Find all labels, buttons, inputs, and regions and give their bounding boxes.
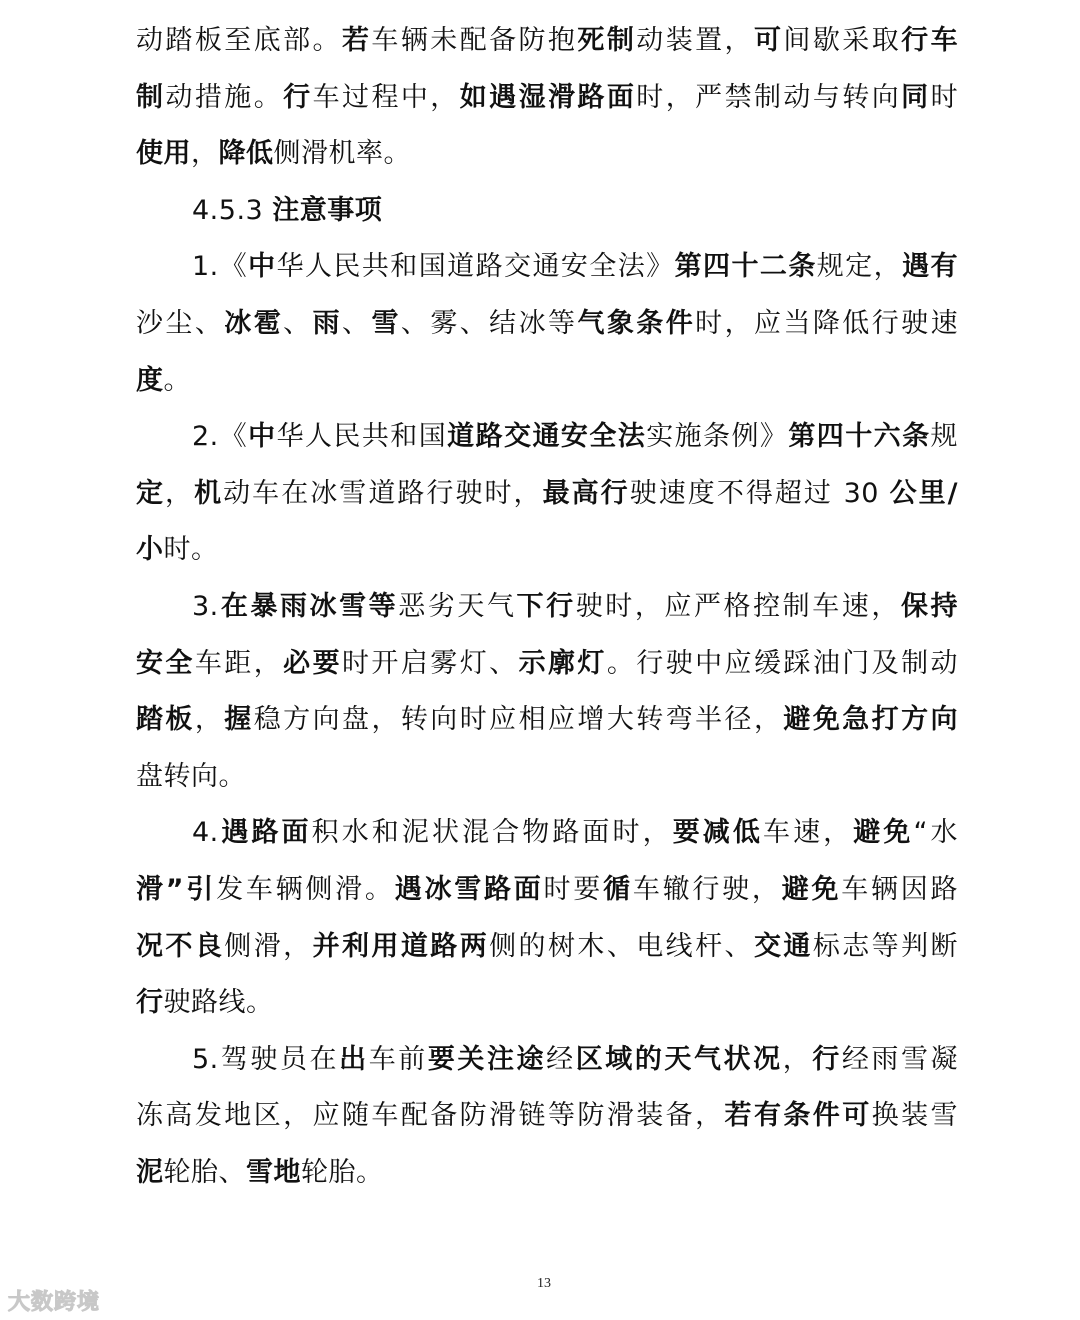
text-segment: 。 — [163, 364, 191, 396]
text-segment: 动装置， — [636, 25, 754, 56]
text-segment: 时，严禁制动与转向 — [636, 81, 902, 113]
watermark-logo — [8, 1285, 100, 1316]
bold-text-segment: 避免急打方向 — [783, 704, 959, 736]
text-segment: 车前 — [368, 1043, 428, 1075]
text-segment: 稳方向盘，转向时应相应增大转弯半径， — [253, 704, 784, 736]
bold-text-segment: 行 — [283, 81, 313, 113]
text-line — [136, 924, 958, 981]
text-line — [136, 527, 958, 584]
bold-text-segment: 况不良 — [136, 930, 225, 962]
bold-text-segment: 气象条件 — [577, 307, 696, 339]
bold-text-segment: 雪地 — [246, 1156, 301, 1188]
page-number: 13 — [537, 1276, 551, 1291]
bold-text-segment: 泥 — [136, 1156, 164, 1188]
text-line — [136, 1037, 958, 1094]
text-segment: 发车辆侧滑。 — [216, 873, 395, 905]
text-segment: 侧的树木、电线杆、 — [489, 930, 754, 962]
bold-text-segment: 第四十六条 — [788, 421, 931, 453]
bold-text-segment: 使用 — [136, 138, 191, 170]
text-segment: 标志等判断 — [812, 930, 959, 962]
text-segment: 车速， — [762, 817, 854, 849]
bold-text-segment: 遇冰雪路面 — [394, 873, 544, 905]
text-segment: ， — [191, 138, 219, 170]
text-segment: 侧滑， — [224, 930, 313, 962]
text-segment: 。行驶中应缓踩油门及制动 — [606, 647, 959, 679]
bold-text-segment: 度 — [136, 364, 164, 396]
text-segment: 冻高发地区，应随车配备防滑链等防滑装备， — [136, 1100, 725, 1132]
text-segment: 经 — [546, 1043, 576, 1075]
bold-text-segment: 小 — [136, 534, 164, 566]
bold-text-segment: 下行 — [516, 590, 576, 622]
text-segment: 实施条例》 — [646, 421, 789, 453]
bold-text-segment: 死制 — [577, 25, 637, 56]
text-segment: 时。 — [163, 534, 219, 566]
bold-text-segment: 同 — [901, 81, 931, 113]
text-segment: 规 — [930, 421, 959, 453]
text-line — [136, 641, 958, 698]
text-segment: 经雨雪凝 — [841, 1043, 959, 1075]
bold-text-segment: 定 — [136, 477, 166, 509]
text-segment: 轮胎、 — [163, 1156, 246, 1188]
text-segment: 时开启雾灯、 — [342, 647, 519, 679]
text-line — [136, 867, 958, 924]
bold-text-segment: 遇有 — [902, 251, 959, 283]
text-line — [136, 75, 958, 132]
bold-text-segment: 行 — [812, 1043, 842, 1075]
text-segment: 轮胎。 — [301, 1156, 384, 1188]
bold-text-segment: 避免 — [853, 817, 914, 849]
text-line — [136, 188, 958, 245]
text-line — [136, 810, 958, 867]
bold-text-segment: 区域的天气状况 — [575, 1043, 783, 1075]
text-line — [136, 1093, 958, 1150]
bold-text-segment: 注意事项 — [272, 194, 383, 226]
bold-text-segment: 并利用道路两 — [312, 930, 490, 962]
text-segment: 车距， — [194, 647, 284, 679]
text-segment: 4.5.3 — [192, 194, 273, 226]
bold-text-segment: 在暴雨冰雪等 — [218, 590, 399, 622]
bold-text-segment: 要减低 — [672, 817, 763, 849]
text-segment: 时，应当降低行驶速 — [695, 307, 959, 339]
text-segment: 动措施。 — [165, 81, 284, 113]
bold-text-segment: 握 — [224, 704, 254, 736]
bold-text-segment: 要关注途 — [427, 1043, 547, 1075]
text-segment: 车辆未配备防抱 — [371, 25, 578, 56]
text-segment: 时 — [930, 81, 959, 113]
text-segment: ， — [194, 704, 225, 736]
text-line — [136, 1150, 958, 1207]
text-line — [136, 471, 958, 528]
text-segment: ， — [782, 1043, 813, 1075]
bold-text-segment: 第四十二条 — [674, 251, 817, 283]
text-segment: 车过程中， — [312, 81, 460, 113]
text-segment: 规定， — [816, 251, 903, 283]
bold-text-segment: 制 — [136, 81, 166, 113]
text-segment: 积水和泥状混合物路面时， — [311, 817, 673, 849]
bold-text-segment: 行车 — [901, 25, 959, 56]
text-segment: 驶路线。 — [163, 987, 274, 1019]
text-segment: 3. — [192, 590, 219, 622]
text-segment: 间歇采取 — [783, 25, 902, 56]
bold-text-segment: 循 — [603, 873, 633, 905]
bold-text-segment: 行 — [136, 987, 164, 1019]
text-segment: 、雾、结冰等 — [400, 307, 578, 339]
text-segment: 换装雪 — [871, 1100, 959, 1132]
text-line — [136, 754, 958, 811]
bold-text-segment: 示廓灯 — [518, 647, 607, 679]
text-segment: 、 — [342, 307, 372, 339]
text-segment: 动踏板至底部。 — [136, 25, 342, 56]
bold-text-segment: 雪 — [371, 307, 401, 339]
text-line — [136, 358, 958, 415]
bold-text-segment: 道路交通安全法 — [447, 421, 647, 453]
text-line — [136, 301, 958, 358]
text-segment: ， — [165, 477, 195, 509]
text-segment: 华人民共和国 — [276, 421, 448, 453]
document-body — [136, 18, 958, 1206]
text-line — [136, 131, 958, 188]
text-segment: 车辆因路 — [841, 873, 959, 905]
text-segment: 车辙行驶， — [632, 873, 782, 905]
text-line — [136, 980, 958, 1037]
text-line — [136, 18, 958, 75]
bold-text-segment: 遇路面 — [218, 817, 312, 849]
text-line — [136, 244, 958, 301]
bold-text-segment: 必要 — [283, 647, 342, 679]
bold-text-segment: 安全 — [136, 647, 195, 679]
text-line — [136, 697, 958, 754]
text-line — [136, 584, 958, 641]
bold-text-segment: 降低 — [218, 138, 274, 170]
bold-text-segment: 中 — [248, 251, 277, 283]
bold-text-segment: 机 — [194, 477, 224, 509]
bold-text-segment: 冰雹 — [224, 307, 284, 339]
bold-text-segment: 交通 — [753, 930, 813, 962]
text-segment: 华人民共和国道路交通安全法》 — [276, 251, 675, 283]
text-segment: 、 — [283, 307, 313, 339]
watermark-text: 大数跨境 — [8, 1290, 101, 1315]
bold-text-segment: 保持 — [900, 590, 959, 622]
bold-text-segment: 雨 — [312, 307, 343, 339]
text-segment: “水 — [913, 817, 959, 849]
text-segment: 4. — [192, 817, 219, 849]
bold-text-segment: 可 — [753, 25, 784, 56]
bold-text-segment: 踏板 — [136, 704, 195, 736]
bold-text-segment: 避免 — [781, 873, 842, 905]
text-line — [136, 414, 958, 471]
text-segment: 沙尘、 — [136, 307, 225, 339]
bold-text-segment: 如遇湿滑路面 — [459, 81, 637, 113]
text-segment: 驶速度不得超过 30 — [629, 477, 890, 509]
text-segment: 5.驾驶员在 — [192, 1043, 340, 1075]
bold-text-segment: 若 — [341, 25, 372, 56]
text-segment: 2.《 — [192, 421, 249, 453]
text-segment: 时要 — [543, 873, 604, 905]
text-segment: 恶劣天气 — [398, 590, 517, 622]
text-segment: 动车在冰雪道路行驶时， — [223, 477, 543, 509]
bold-text-segment: 最高行 — [542, 477, 630, 509]
text-segment: 驶时，应严格控制车速， — [575, 590, 901, 622]
bold-text-segment: 出 — [339, 1043, 369, 1075]
text-segment: 1.《 — [192, 251, 249, 283]
text-segment: 盘转向。 — [136, 760, 246, 792]
bold-text-segment: 滑”引 — [136, 873, 217, 905]
bold-text-segment: 公里/ — [889, 477, 959, 509]
text-segment: 侧滑机率。 — [273, 138, 411, 170]
bold-text-segment: 中 — [248, 421, 277, 453]
bold-text-segment: 若有条件可 — [724, 1100, 872, 1132]
